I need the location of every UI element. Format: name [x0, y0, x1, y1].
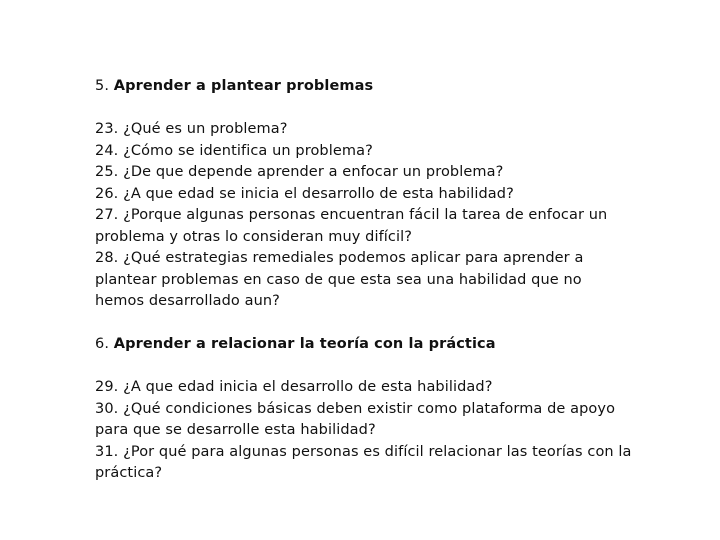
- question-item: 29. ¿A que edad inicia el desarrollo de esta habilidad?: [95, 379, 493, 395]
- question-list: [95, 119, 635, 313]
- question-item: 31. ¿Por qué para algunas personas es difícil relacionar las teorías con la práctica?: [95, 443, 632, 481]
- section-heading: [95, 76, 635, 98]
- section-title: Aprender a plantear problemas: [113, 78, 374, 94]
- section-title: Aprender a relacionar la teoría con la práctica: [113, 336, 496, 352]
- question-item: 24. ¿Cómo se identifica un problema?: [95, 142, 373, 159]
- question-item: 25. ¿De que depende aprender a enfocar un problema?: [95, 164, 504, 180]
- slide-content: [95, 76, 635, 485]
- question-list: [95, 377, 635, 485]
- section-number: 5.: [95, 78, 110, 94]
- section-number: 6.: [95, 336, 110, 352]
- question-item: 30. ¿Qué condiciones básicas deben existir como plataforma de apoyo para que se desarrolle esta habilidad?: [95, 400, 616, 438]
- question-item: 28. ¿Qué estrategias remediales podemos aplicar para aprender a plantear problemas en caso de que esta sea una habilidad que no hemos desarrollado aun?: [95, 250, 584, 309]
- section-heading: [95, 334, 635, 356]
- spacer: [95, 313, 635, 335]
- spacer: [95, 356, 635, 378]
- question-item: 26. ¿A que edad se inicia el desarrollo de esta habilidad?: [95, 185, 514, 202]
- spacer: [95, 98, 635, 120]
- question-item: 27. ¿Porque algunas personas encuentran fácil la tarea de enfocar un problema y otras lo consideran muy difícil?: [95, 207, 608, 245]
- question-item: 23. ¿Qué es un problema?: [95, 121, 288, 137]
